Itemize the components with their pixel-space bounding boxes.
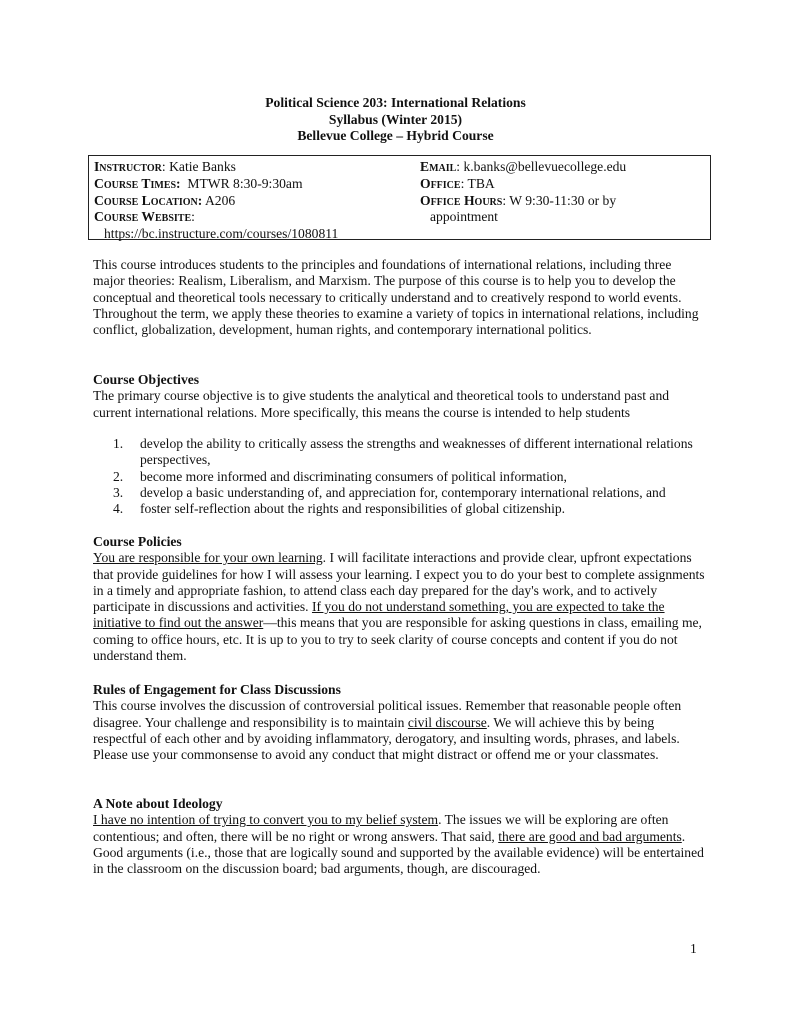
instructor-label: Instructor [94,159,162,174]
title-syllabus: Syllabus (Winter 2015) [328,111,463,127]
list-text: become more informed and discriminating consumers of political information, [140,468,567,484]
course-website-link[interactable]: https://bc.instructure.com/courses/1080811 [104,226,339,242]
course-location-label: Course Location: [94,192,203,208]
document-title [0,95,791,145]
ideology-text-1: . The issues we will be exploring are often contentious; and often, there will be no right or wrong answers. That said, [93,812,669,844]
list-item [113,501,703,517]
ideology-underline-2: there are good and bad arguments [498,828,682,844]
page-number: 1 [690,941,697,956]
course-policies-heading: Course Policies [93,534,182,549]
list-item [113,469,703,485]
policies-text-2: —this means that you are responsible for asking questions in class, emailing me, coming to office hours, etc. It is up to you to try to seek clarity of course concepts and content if you do not understand them. [93,615,702,664]
engagement-heading: Rules of Engagement for Class Discussions [93,682,341,697]
engagement-text-1: This course involves the discussion of controversial political issues. Remember that reasonable people often disagree. Your challenge and responsibility is to maintain [93,698,682,730]
list-text: develop the ability to critically assess the strengths and weaknesses of different international relations perspectives, [140,436,693,468]
office-hours-row: Office Hours: W 9:30-11:30 or by [420,192,617,208]
engagement-text-2: . We will achieve this by being respectful of each other and by avoiding inflammatory, derogatory, and insulting words, phrases, and labels. Please use your commonsense to avoid any conduct that might distract or offend me or your classmates. [93,714,680,763]
course-website-label: Course Website [94,209,192,225]
course-website-row: Course Website: [94,209,195,225]
ideology-text-2: . Good arguments (i.e., those that are logically sound and supported by the available evidence) will be entertained in the classroom on the discussion board; bad arguments, though, are discouraged. [93,828,704,877]
course-policies-text [93,550,705,664]
title-college: Bellevue College – Hybrid Course [297,128,494,143]
ideology-heading: A Note about Ideology [93,796,223,811]
policies-text-1: . I will facilitate interactions and provide clear, upfront expectations that provide guidelines for how I will assess your learning. I expect you to do your best to complete assignments in a timely and appropriate fashion, to attend class each day prepared for the day's work, and to actively participate in discussions and activities. [93,550,705,615]
instructor-value: Katie Banks [169,159,236,174]
course-location-row [94,193,414,210]
office-label: Office [420,175,461,191]
course-objectives-section [93,372,705,421]
list-item [113,485,703,501]
engagement-section [93,682,705,763]
list-number: 4. [113,501,124,517]
title-course: Political Science 203: International Relations [265,95,526,110]
course-objectives-heading: Course Objectives [93,372,200,387]
list-text: develop a basic understanding of, and appreciation for, contemporary international relations, and [140,484,666,500]
list-number: 3. [113,484,124,500]
course-times-row [94,176,414,193]
info-left-column [94,159,414,243]
office-value: TBA [467,175,495,191]
office-hours-value-cont: appointment [430,209,498,225]
course-info-box [88,155,711,240]
course-objectives-text: The primary course objective is to give students the analytical and theoretical tools to understand past and current international relations. More specifically, this means the course is intended to help students [93,388,670,420]
office-hours-value: W 9:30-11:30 or by [509,192,617,208]
instructor-row: Instructor: Katie Banks [94,159,236,174]
objectives-list [113,436,703,517]
list-item [113,436,703,469]
list-text: foster self-reflection about the rights and responsibilities of global citizenship. [140,501,566,517]
office-row: Office: TBA [420,175,495,191]
email-label: Email [420,159,457,174]
policies-underline-2: If you do not understand something, you are expected to take the initiative to find out the answer [93,599,665,631]
ideology-text [93,812,705,877]
info-right-column [420,159,710,226]
engagement-underline: civil discourse [407,714,487,730]
office-hours-label: Office Hours [420,192,503,208]
course-policies-section [93,534,705,664]
policies-underline-1: You are responsible for your own learning [93,550,323,566]
course-location-value: A206 [204,192,236,208]
course-times-label: Course Times: [94,175,181,191]
email-value[interactable]: k.banks@bellevuecollege.edu [463,159,627,174]
list-number: 1. [113,436,124,451]
email-row: Email: k.banks@bellevuecollege.edu [420,159,627,174]
engagement-text [93,698,705,763]
ideology-section [93,796,705,877]
course-times-value: MTWR 8:30-9:30am [187,175,303,191]
list-number: 2. [113,468,124,484]
ideology-underline-1: I have no intention of trying to convert you to my belief system [93,812,439,828]
intro-paragraph: This course introduces students to the principles and foundations of international relations, including three major theories: Realism, Liberalism, and Marxism. The purpose of this course is to help you to develop the conceptual and theoretical tools necessary to critically understand and to creatively respond to world events. Throughout the term, we apply these theories to examine a variety of topics in international relations, including conflict, globalization, development, human rights, and contemporary international politics. [93,257,699,338]
